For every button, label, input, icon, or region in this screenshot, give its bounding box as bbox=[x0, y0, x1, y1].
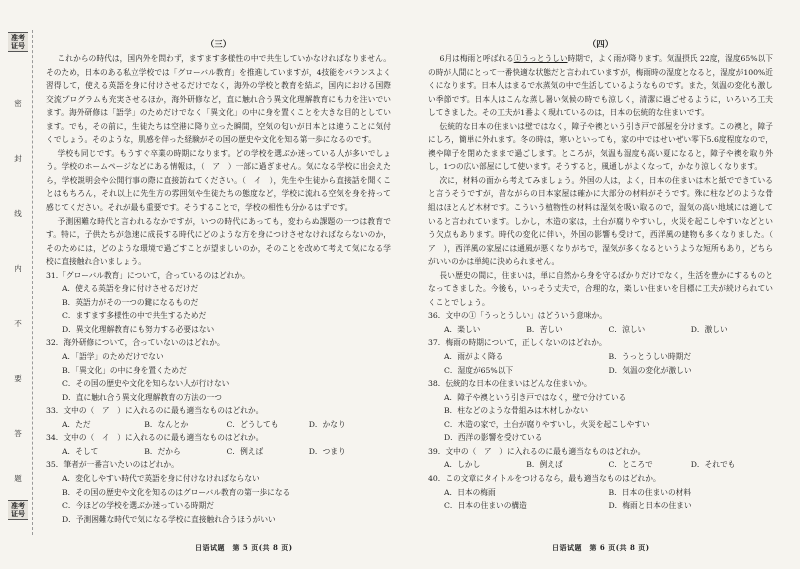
answer-option: A．変化しやすい時代で英語を身に付けなければならない bbox=[62, 473, 260, 483]
question-stem: 32．海外研修について，合っていないのはどれか。 bbox=[46, 338, 225, 348]
question-stem: 40．この文章にタイトルをつけるなら，最も適当なものはどれか。 bbox=[428, 473, 661, 483]
answer-options bbox=[46, 282, 391, 336]
answer-option: B．だから bbox=[144, 446, 181, 456]
answer-option: C．例えば bbox=[226, 446, 264, 456]
right-column bbox=[428, 38, 781, 513]
answer-option: D．気温の変化が激しい bbox=[608, 365, 692, 375]
answer-options bbox=[46, 350, 391, 404]
answer-option: B．なんとか bbox=[144, 419, 189, 429]
page-footer: 日语试题 第 5 页(共 8 页) bbox=[195, 543, 293, 552]
answer-option: D．梅雨と日本の住まい bbox=[608, 501, 692, 511]
binding-tag-bottom: 准考证号 bbox=[8, 500, 28, 520]
answer-option: B．苦しい bbox=[526, 324, 563, 334]
answer-option: D．つまり bbox=[308, 446, 346, 456]
answer-option: C．今ほどの学校を選ぶか迷っている時期だ bbox=[62, 501, 214, 511]
answer-option: D．西洋の影響を受けている bbox=[444, 433, 543, 443]
answer-option: C．日本の住まいの構造 bbox=[444, 501, 527, 511]
question-stem: 36．文中の①「うっとうしい」はどういう意味か。 bbox=[428, 311, 607, 321]
passage-paragraph: 学校も同じです。もうすぐ卒業の時期になります。どの学校を選ぶか迷っている人が多いでしょう。学校のホームページなどにある情報は，（ ア ）一部に過ぎません。気になる学校に出会えたら，学校説明会や公開行事の際に直接訪ねてください。（ イ ），先生や生徒から直接話を聞くことはもちろん，それ以上に先生方の雰囲気や生徒たちの態度など，学校に流れる空気を身を持って感じてください。それが最も重要です。そうすることで，学校の相性も分かるはずです。 bbox=[46, 148, 391, 213]
question-stem: 35．筆者が一番言いたいのはどれか。 bbox=[46, 460, 179, 470]
question-stem: 34．文中の（ イ ）に入れるのに最も適当なものはどれか。 bbox=[46, 433, 264, 443]
passage-text: 時期で，よく雨が降ります。気温摂氏 22度，湿度65%以下の時が人間にとって一番快適な状態だと言われていますが，梅雨時の湿度となると，湿度が100%近くになります。日本人はまるで水蒸気の中で生活しているようなものです。また，気温の変化も激しい季節です。日本人はこんな蒸し暑い気候の時でも涼しく，清潔に過ごせるように，いろいろ工夫してきました。その工夫が1番よく現れているのは，日本の伝統的な住まいです。 bbox=[428, 54, 773, 118]
answer-option: B．例えば bbox=[526, 460, 563, 470]
section-title: （四） bbox=[587, 40, 614, 50]
answer-option: D．激しい bbox=[690, 324, 728, 334]
answer-option: A．「語学」のためだけでない bbox=[62, 352, 164, 362]
binding-marker: 题 bbox=[14, 474, 22, 483]
answer-option: C．涼しい bbox=[608, 324, 646, 334]
answer-options bbox=[46, 418, 391, 432]
answer-options bbox=[428, 458, 773, 472]
answer-option: A．ただ bbox=[62, 419, 91, 429]
question-stem: 38．伝統的な日本の住まいはどんな住まいか。 bbox=[428, 379, 592, 389]
answer-option: A．楽しい bbox=[444, 324, 481, 334]
binding-marker: 封 bbox=[14, 154, 22, 163]
question-list bbox=[46, 269, 391, 526]
underlined-phrase: ①うっとうしい bbox=[513, 54, 568, 63]
binding-marker: 内 bbox=[14, 264, 22, 273]
answer-option: C．湿度が65%以下 bbox=[444, 365, 514, 375]
question-stem: 37．梅雨の時期について，正しくないのはどれか。 bbox=[428, 338, 607, 348]
answer-options bbox=[428, 323, 773, 337]
answer-option: A．日本の梅雨 bbox=[444, 487, 496, 497]
binding-marker: 线 bbox=[14, 209, 22, 218]
answer-options bbox=[428, 350, 773, 377]
answer-option: C．ますます多様性の中で共生するためだ bbox=[62, 311, 207, 321]
answer-option: A．そして bbox=[62, 446, 99, 456]
answer-option: C．ところで bbox=[608, 460, 653, 470]
page-footer: 日语试题 第 6 页(共 8 页) bbox=[552, 543, 650, 552]
binding-marker: 答 bbox=[14, 429, 22, 438]
question-stem: 33．文中の（ ア ）に入れるのに最も適当なものはどれか。 bbox=[46, 406, 264, 416]
binding-tag-top: 准考证号 bbox=[8, 32, 28, 52]
passage-paragraph: 長い歴史の間に，住まいは，単に自然から身を守るばかりだけでなく，生活を豊かにするものとなってきました。今後も，いっそう丈夫で，合理的な，楽しい住まいを目標に工夫が続けられていくことでしょう。 bbox=[428, 270, 773, 307]
left-column bbox=[46, 38, 391, 526]
answer-options bbox=[46, 472, 391, 526]
passage-paragraph: 予測困難な時代と言われるなかですが，いつの時代にあっても，変わらぬ課題の一つは教育です。特に，子供たちが急速に成長する時代にどのような方を身につけさせなければならないのか，そのためには，どのような環境で過ごすことが望ましいのか，そのことを改めて考えて気になる学校に直接触れ合いましょう。 bbox=[46, 216, 391, 267]
answer-option: C．木造の家で，土台が腐りやすいし，火災を起こしやすい bbox=[444, 419, 650, 429]
section-title: （三） bbox=[205, 40, 232, 50]
passage-text: 6月は梅雨と呼ばれる bbox=[439, 54, 514, 63]
answer-option: D．異文化理解教育にも努力する必要はない bbox=[62, 324, 215, 334]
answer-option: B．うっとうしい時期だ bbox=[608, 352, 692, 362]
answer-option: A．しかし bbox=[444, 460, 481, 470]
answer-option: D．かなり bbox=[308, 419, 346, 429]
answer-option: D．直に触れ合う異文化理解教育の方法の一つ bbox=[62, 392, 222, 402]
binding-marker: 要 bbox=[14, 374, 22, 383]
question-stem: 31.「グローバル教育」について，合っているのはどれか。 bbox=[46, 270, 250, 280]
answer-option: A．障子や襖という引き戸ではなく，壁で分けている bbox=[444, 392, 627, 402]
answer-option: A．雨がよく降る bbox=[444, 352, 504, 362]
question-stem: 39．文中の（ ア ）に入れるのに最も適当なものはどれか。 bbox=[428, 446, 646, 456]
question-list bbox=[428, 309, 773, 512]
answer-option: A．使える英語を身に付けさせるだけだ bbox=[62, 284, 199, 294]
binding-margin bbox=[6, 30, 33, 535]
answer-options bbox=[46, 445, 391, 459]
answer-option: D．それでも bbox=[690, 460, 736, 470]
answer-option: B．日本の住まいの材料 bbox=[608, 487, 692, 497]
answer-option: B．その国の歴史や文化を知るのはグローバル教育の第一歩になる bbox=[62, 487, 291, 497]
binding-marker: 不 bbox=[14, 319, 22, 328]
answer-option: B．柱などのような骨組みは木材しかない bbox=[444, 406, 589, 416]
answer-option: C．その国の歴史や文化を知らない人が行けない bbox=[62, 379, 230, 389]
answer-options bbox=[428, 486, 773, 513]
passage-paragraph bbox=[428, 52, 773, 120]
answer-options bbox=[428, 391, 773, 445]
passage-paragraph: 次に，材料の面から考えてみましょう。外国の人は，よく，日本の住まいは木と紙でできていると言うそうですが，昔ながらの日本家屋は確かに大部分の材料がそうです。殊に柱などのような骨組はほとんど木材です。こういう植物性の材料は湿気を吸い取るので，湿気の高い地域には適していると言われています。しかし，木造の家は，土台が腐りやすいし，火災を起こしやすいなどという欠点もあります。時代の変化に伴い，外国の影響も受けて，西洋風の建物も多くなりました。（ ア ），西洋風の家屋には通風が悪くなりがちで，湿気が多くなるというような短所もあり，どちらがいいのかは単純に決められません。 bbox=[428, 175, 781, 267]
answer-option: C．どうしても bbox=[226, 419, 279, 429]
passage-paragraph: これからの時代は，国内外を問わず，ますます多様性の中で共生していかなければなりません。そのため，日本のある私立学校では「グローバル教育」を推進していますが，4技能をバランスよく習得して，使える英語を身に付けさせるだけでなく，海外の学校と教育を結ぶ，国内における国際交流プログラムも充実させるほか，海外研修など，直に触れ合う異文化理解教育にも力を注いでいます。海外研修は「語学」のためだけでなく「異文化」の中に身を置くことを大きな目的としています。でも，その前に，生徒たちは空港に降り立った瞬間，空気の匂いが日本とは違うことに気付くでしょう。そのような，肌感を伴った経験がその国の歴史や文化を知る第一歩になるのです。 bbox=[46, 54, 391, 145]
binding-marker: 密 bbox=[14, 99, 22, 108]
answer-option: B．「異文化」の中に身を置くためだ bbox=[62, 365, 187, 375]
answer-option: B．英語力がその一つの鍵になるものだ bbox=[62, 297, 199, 307]
answer-option: D．予測困難な時代で気になる学校に直接触れ合うほうがいい bbox=[62, 514, 276, 524]
passage-paragraph: 伝統的な日本の住まいは壁ではなく，障子や襖という引き戸で部屋を分けます。この襖と，障子にしろ，簡単に外れます。冬の時は，寒いといっても，家の中ではせいぜい零下5.6度程度なので，襖や障子を閉めたままで過ごします。ところが，気温も湿度も高い夏になると，障子や襖を取り外し，1つの広い部屋にして使います。そうすると，風通しがよくなって，かなり涼しくなります。 bbox=[428, 121, 773, 172]
